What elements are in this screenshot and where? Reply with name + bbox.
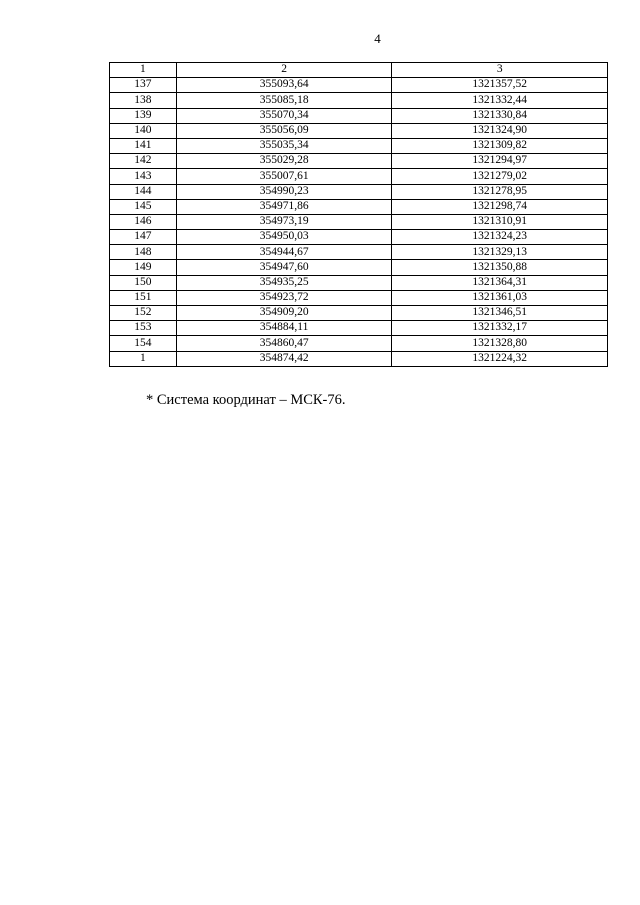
x-coordinate-cell: 355035,34 — [176, 138, 392, 153]
table-row — [110, 290, 608, 305]
point-number-cell: 147 — [110, 230, 177, 245]
x-coordinate-cell: 355070,34 — [176, 108, 392, 123]
y-coordinate-cell: 1321332,44 — [392, 93, 608, 108]
point-number-cell: 143 — [110, 169, 177, 184]
table-body — [110, 78, 608, 367]
x-coordinate-cell: 354935,25 — [176, 275, 392, 290]
y-coordinate-cell: 1321350,88 — [392, 260, 608, 275]
table-row — [110, 184, 608, 199]
point-number-cell: 142 — [110, 154, 177, 169]
table-row — [110, 230, 608, 245]
y-coordinate-cell: 1321329,13 — [392, 245, 608, 260]
y-coordinate-cell: 1321357,52 — [392, 78, 608, 93]
table-row — [110, 93, 608, 108]
y-coordinate-cell: 1321278,95 — [392, 184, 608, 199]
x-coordinate-cell: 354950,03 — [176, 230, 392, 245]
y-coordinate-cell: 1321330,84 — [392, 108, 608, 123]
x-coordinate-cell: 355007,61 — [176, 169, 392, 184]
table-row — [110, 169, 608, 184]
point-number-cell: 140 — [110, 123, 177, 138]
table-row — [110, 336, 608, 351]
point-number-cell: 1 — [110, 351, 177, 366]
table-header-row — [110, 63, 608, 78]
coordinate-system-footnote: * Система координат – МСК-76. — [146, 392, 346, 408]
y-coordinate-cell: 1321310,91 — [392, 214, 608, 229]
page-number: 4 — [374, 31, 381, 46]
x-coordinate-cell: 355085,18 — [176, 93, 392, 108]
point-number-cell: 146 — [110, 214, 177, 229]
y-coordinate-cell: 1321324,90 — [392, 123, 608, 138]
point-number-cell: 148 — [110, 245, 177, 260]
point-number-cell: 149 — [110, 260, 177, 275]
y-coordinate-cell: 1321361,03 — [392, 290, 608, 305]
x-coordinate-cell: 354990,23 — [176, 184, 392, 199]
table-row — [110, 123, 608, 138]
column-header-y: 3 — [392, 63, 608, 78]
coordinates-table — [109, 62, 608, 367]
column-header-point: 1 — [110, 63, 177, 78]
table-row — [110, 138, 608, 153]
x-coordinate-cell: 354860,47 — [176, 336, 392, 351]
x-coordinate-cell: 354971,86 — [176, 199, 392, 214]
y-coordinate-cell: 1321346,51 — [392, 306, 608, 321]
x-coordinate-cell: 354973,19 — [176, 214, 392, 229]
point-number-cell: 151 — [110, 290, 177, 305]
x-coordinate-cell: 354944,67 — [176, 245, 392, 260]
table-row — [110, 321, 608, 336]
point-number-cell: 145 — [110, 199, 177, 214]
table-row — [110, 260, 608, 275]
x-coordinate-cell: 354947,60 — [176, 260, 392, 275]
table-row — [110, 351, 608, 366]
table-row — [110, 108, 608, 123]
x-coordinate-cell: 354923,72 — [176, 290, 392, 305]
point-number-cell: 150 — [110, 275, 177, 290]
x-coordinate-cell: 354909,20 — [176, 306, 392, 321]
table-row — [110, 245, 608, 260]
table-row — [110, 275, 608, 290]
point-number-cell: 153 — [110, 321, 177, 336]
x-coordinate-cell: 355093,64 — [176, 78, 392, 93]
y-coordinate-cell: 1321364,31 — [392, 275, 608, 290]
table-row — [110, 199, 608, 214]
y-coordinate-cell: 1321328,80 — [392, 336, 608, 351]
column-header-x: 2 — [176, 63, 392, 78]
x-coordinate-cell: 354884,11 — [176, 321, 392, 336]
point-number-cell: 152 — [110, 306, 177, 321]
point-number-cell: 137 — [110, 78, 177, 93]
y-coordinate-cell: 1321332,17 — [392, 321, 608, 336]
y-coordinate-cell: 1321294,97 — [392, 154, 608, 169]
point-number-cell: 154 — [110, 336, 177, 351]
table-row — [110, 154, 608, 169]
table-row — [110, 214, 608, 229]
point-number-cell: 138 — [110, 93, 177, 108]
y-coordinate-cell: 1321324,23 — [392, 230, 608, 245]
x-coordinate-cell: 354874,42 — [176, 351, 392, 366]
y-coordinate-cell: 1321224,32 — [392, 351, 608, 366]
point-number-cell: 144 — [110, 184, 177, 199]
point-number-cell: 139 — [110, 108, 177, 123]
y-coordinate-cell: 1321298,74 — [392, 199, 608, 214]
table-row — [110, 306, 608, 321]
point-number-cell: 141 — [110, 138, 177, 153]
y-coordinate-cell: 1321309,82 — [392, 138, 608, 153]
y-coordinate-cell: 1321279,02 — [392, 169, 608, 184]
x-coordinate-cell: 355056,09 — [176, 123, 392, 138]
table-row — [110, 78, 608, 93]
x-coordinate-cell: 355029,28 — [176, 154, 392, 169]
